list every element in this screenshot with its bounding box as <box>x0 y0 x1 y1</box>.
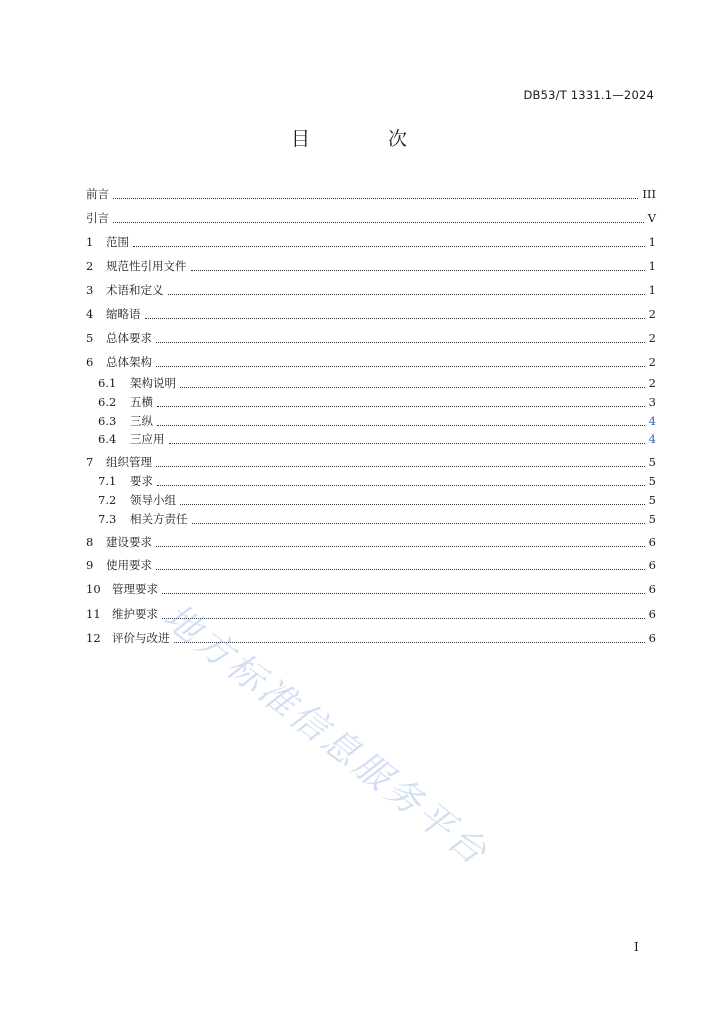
toc-leader-dots <box>156 366 645 367</box>
toc-entry-page: 2 <box>648 307 656 321</box>
toc-entry[interactable] <box>86 534 656 550</box>
toc-entry-label: 要求 <box>130 474 153 488</box>
toc-leader-dots <box>162 593 645 594</box>
toc-entry-label: 使用要求 <box>106 558 152 572</box>
toc-entry-number: 7 <box>86 455 94 469</box>
toc-entry[interactable] <box>86 473 656 489</box>
toc-entry-page: 6 <box>648 558 656 572</box>
toc-entry[interactable] <box>86 413 656 429</box>
toc-entry-number: 6.1 <box>98 376 117 390</box>
toc-leader-dots <box>192 523 645 524</box>
toc-leader-dots <box>169 443 645 444</box>
toc-entry-page: 3 <box>648 395 656 409</box>
toc-entry-page: 2 <box>648 376 656 390</box>
toc-entry-page: 5 <box>648 455 656 469</box>
toc-entry-page: 2 <box>648 355 656 369</box>
toc-entry-number: 7.1 <box>98 474 117 488</box>
toc-leader-dots <box>157 425 645 426</box>
toc-entry-number: 11 <box>86 607 101 621</box>
toc-entry-label: 相关方责任 <box>130 512 188 526</box>
toc-entry-number: 3 <box>86 283 94 297</box>
toc-entry[interactable] <box>86 354 656 370</box>
toc-leader-dots <box>180 504 645 505</box>
toc-entry-page: 5 <box>648 493 656 507</box>
toc-entry-page: 4 <box>648 414 656 428</box>
toc-entry-number: 6.3 <box>98 414 117 428</box>
toc-entry-label: 总体架构 <box>106 355 152 369</box>
toc-entry-label: 缩略语 <box>106 307 141 321</box>
toc-entry-page: 1 <box>648 235 656 249</box>
page-title: 目 次 <box>290 128 444 150</box>
toc-entry-label: 评价与改进 <box>112 631 170 645</box>
toc-entry-number: 9 <box>86 558 94 572</box>
toc-entry-page: 5 <box>648 474 656 488</box>
toc-entry-number: 1 <box>86 235 94 249</box>
toc-leader-dots <box>180 387 645 388</box>
toc-entry-number: 6.4 <box>98 432 117 446</box>
toc-entry-number: 8 <box>86 535 94 549</box>
toc-entry-number: 7.2 <box>98 493 117 507</box>
toc-entry[interactable] <box>86 511 656 527</box>
toc-leader-dots <box>113 222 644 223</box>
toc-entry[interactable] <box>86 557 656 573</box>
toc-entry[interactable] <box>86 454 656 470</box>
toc-entry-number: 6.2 <box>98 395 117 409</box>
toc-leader-dots <box>145 318 645 319</box>
toc-entry-label: 管理要求 <box>112 582 158 596</box>
toc-entry-label: 三纵 <box>130 414 153 428</box>
toc-leader-dots <box>156 546 645 547</box>
toc-entry-label: 术语和定义 <box>106 283 164 297</box>
toc-entry[interactable] <box>86 375 656 391</box>
toc-entry-number: 10 <box>86 582 101 596</box>
toc-entry[interactable] <box>86 234 656 250</box>
toc-entry[interactable] <box>86 258 656 274</box>
toc-entry-number: 5 <box>86 331 94 345</box>
toc-entry-number: 4 <box>86 307 94 321</box>
toc-leader-dots <box>157 406 645 407</box>
toc-leader-dots <box>191 270 645 271</box>
toc-entry-label: 领导小组 <box>130 493 176 507</box>
toc-entry-label: 架构说明 <box>130 376 176 390</box>
toc-entry-page: 6 <box>648 607 656 621</box>
toc-entry-page: 6 <box>648 631 656 645</box>
toc-entry-label: 组织管理 <box>106 455 152 469</box>
toc-entry-label: 范围 <box>106 235 129 249</box>
toc-leader-dots <box>156 342 645 343</box>
toc-entry-number: 6 <box>86 355 94 369</box>
toc-leader-dots <box>156 466 645 467</box>
toc-entry-label: 前言 <box>86 187 109 201</box>
toc-entry-label: 规范性引用文件 <box>106 259 187 273</box>
toc-entry-page: 2 <box>648 331 656 345</box>
toc-entry-label: 五横 <box>130 395 153 409</box>
toc-entry[interactable] <box>86 330 656 346</box>
toc-entry-page: 5 <box>648 512 656 526</box>
toc-entry-label: 总体要求 <box>106 331 152 345</box>
toc-entry-number: 7.3 <box>98 512 117 526</box>
toc-entry-page: 4 <box>648 432 656 446</box>
toc-entry-label: 三应用 <box>130 432 165 446</box>
toc-entry-page: III <box>642 187 656 201</box>
toc-entry[interactable] <box>86 282 656 298</box>
toc-entry[interactable] <box>86 431 656 447</box>
toc-entry-number: 12 <box>86 631 101 645</box>
toc-entry[interactable] <box>86 306 656 322</box>
toc-entry-page: 1 <box>648 259 656 273</box>
toc-entry-label: 维护要求 <box>112 607 158 621</box>
toc-leader-dots <box>113 198 638 199</box>
toc-entry-label: 建设要求 <box>106 535 152 549</box>
toc-leader-dots <box>157 485 645 486</box>
toc-entry-page: 6 <box>648 535 656 549</box>
toc-entry-page: 1 <box>648 283 656 297</box>
toc-entry[interactable] <box>86 581 656 597</box>
toc-entry[interactable] <box>86 492 656 508</box>
toc-entry-page: 6 <box>648 582 656 596</box>
watermark: 地方标准信息服务平台 <box>155 596 497 875</box>
toc-leader-dots <box>133 246 645 247</box>
toc-entry-page: V <box>647 211 656 225</box>
toc-leader-dots <box>168 294 645 295</box>
toc-entry-label: 引言 <box>86 211 109 225</box>
toc-entry[interactable] <box>86 186 656 202</box>
document-code: DB53/T 1331.1—2024 <box>523 88 654 102</box>
toc-leader-dots <box>156 569 645 570</box>
toc-entry-number: 2 <box>86 259 94 273</box>
toc-leader-dots <box>162 618 645 619</box>
toc-entry[interactable] <box>86 210 656 226</box>
page-number: I <box>634 940 639 954</box>
toc-entry[interactable] <box>86 394 656 410</box>
